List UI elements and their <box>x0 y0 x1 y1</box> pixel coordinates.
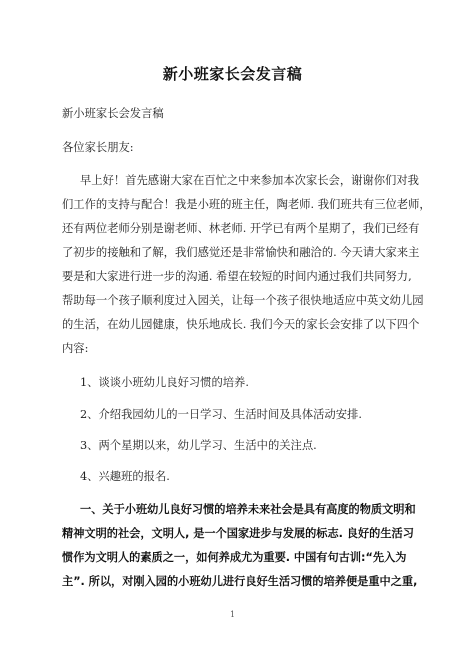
intro-line: 早上好！首先感谢大家在百忙之中来参加本次家长会，谢谢你们对我 <box>80 174 419 187</box>
page-number: 1 <box>229 610 236 619</box>
agenda-item-1: 1、谈谈小班幼儿良好习惯的培养. <box>80 376 249 389</box>
intro-line: 了初步的接触和了解，我们感觉还是非常愉快和融洽的. 今天请大家来主 <box>62 246 420 259</box>
section-line: 主”. 所以，对刚入园的小班幼儿进行良好生活习惯的培养便是重中之重, <box>62 575 418 588</box>
intro-line: 们工作的支持与配合！我是小班的班主任，陶老师. 我们班共有三位老师， <box>62 198 431 211</box>
agenda-item-3: 3、两个星期以来，幼儿学习、生活中的关注点. <box>80 439 317 452</box>
section-line: 惯作为文明人的素质之一，如何养成尤为重要. 中国有句古训:“先入为 <box>62 551 407 564</box>
document-title: 新小班家长会发言稿 <box>162 65 303 83</box>
intro-line: 还有两位老师分别是谢老师、林老师. 开学已有两个星期了，我们已经有 <box>62 222 420 235</box>
agenda-item-4: 4、兴趣班的报名. <box>80 470 170 483</box>
section-line: 精神文明的社会，文明人, 是一个国家进步与发展的标志. 良好的生活习 <box>62 527 414 540</box>
intro-line: 帮助每一个孩子顺利度过入园关，让每一个孩子很快地适应中英文幼儿园 <box>62 294 424 307</box>
section-line: 一、关于小班幼儿良好习惯的培养未来社会是具有高度的物质文明和 <box>80 503 416 516</box>
greeting: 各位家长朋友: <box>62 141 134 154</box>
intro-line: 要是和大家进行进一步的沟通. 希望在较短的时间内通过我们共同努力, <box>62 270 412 283</box>
intro-line: 内容: <box>62 342 89 355</box>
intro-line: 的生活，在幼儿园健康，快乐地成长. 我们今天的家长会安排了以下四个 <box>62 318 420 331</box>
agenda-item-2: 2、介绍我园幼儿的一日学习、生活时间及具体活动安排. <box>80 408 362 421</box>
document-subtitle: 新小班家长会发言稿 <box>62 107 164 120</box>
